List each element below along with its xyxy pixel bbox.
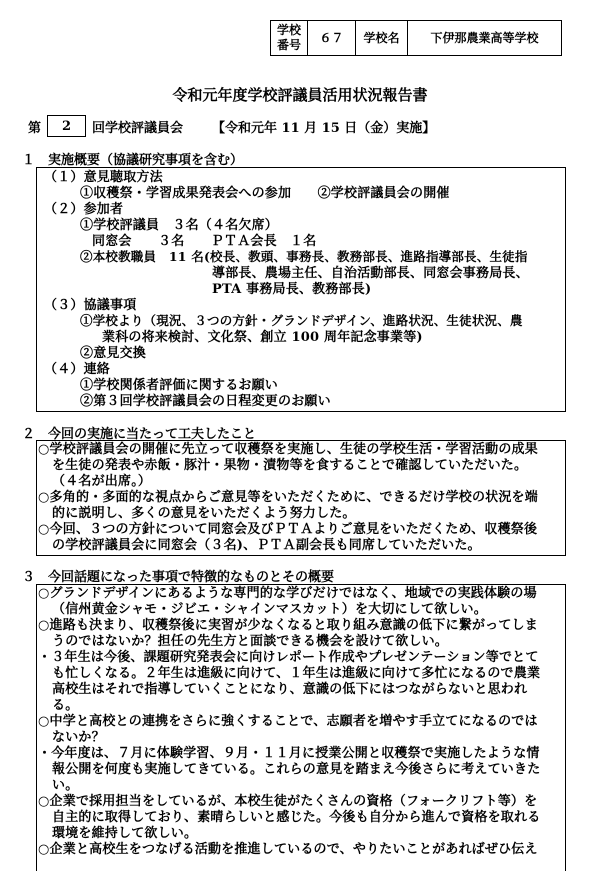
s1-line: ①学校評議員 ３名（４名欠席） [80, 218, 279, 233]
s3-line: い。 [52, 778, 79, 793]
s3-line: うのではないか？担任の先生方と面談できる機会を設けて欲しい。 [52, 634, 449, 649]
s3-line: ○中学と高校との連携をさらに強くすることで、志願者を増やす手立てになるのでは [38, 714, 538, 729]
school-no-label-line2: 番号 [276, 38, 301, 52]
s3-line: 報公開を何度も実施してきている。これらの意見を踏まえ今後さらに考えていきた [52, 762, 541, 777]
s2-line: ○多角的・多面的な視点からご意見等をいただくために、できるだけ学校の状況を端 [38, 490, 538, 505]
s3-line: 環境を維持して欲しい。 [52, 826, 198, 841]
page-title: 令和元年度学校評議員活用状況報告書 [172, 86, 428, 104]
s1-line: 同窓会 ３名 ＰＴＡ会長 １名 [92, 234, 317, 249]
s1-line: ①学校より（現況、３つの方針・グランドデザイン、進路状況、生徒状況、農 [80, 313, 523, 328]
s3-line: も忙しくなる。２年生は進級に向けて、１年生は進級に向けて多忙になるので農業 [52, 666, 541, 681]
meeting-number: 2 [61, 118, 72, 134]
s3-line: ○グランドデザインにあるような専門的な学びだけではなく、地域での実践体験の場 [38, 586, 537, 601]
s1-line: （４）連絡 [44, 362, 111, 377]
s3-line: 自主的に取得しており、素晴らしいと感じた。今後も自分から進んで資格を取れる [52, 810, 541, 825]
s1-line: （１）意見聴取方法 [44, 170, 163, 185]
meeting-number-box [47, 115, 86, 137]
school-no-label [270, 20, 308, 56]
s2-line: （４名が出席。） [52, 474, 152, 489]
school-name-value: 下伊那農業高等学校 [407, 20, 562, 56]
s1-line: （３）協議事項 [44, 298, 137, 313]
s3-line: （信州黄金シャモ・ジビエ・シャインマスカット）を大切にして欲しい。 [52, 602, 487, 617]
s1-line: ②第３回学校評議員会の日程変更のお願い [80, 394, 331, 409]
school-no-value: ６７ [307, 20, 356, 56]
s3-line: ○企業で採用担当をしているが、本校生徒がたくさんの資格（フォークリフト等）を [38, 794, 538, 809]
meeting-date: 【令和元年 11 月 15 日（金）実施】 [212, 121, 436, 136]
s2-line: の学校評議員会に同窓会（３名)、ＰＴＡ副会長も同席していただいた。 [52, 538, 481, 553]
s3-line: ・３年生は今後、課題研究発表会に向けレポート作成やプレゼンテーション等でとて [38, 650, 539, 665]
section2-heading: ２ 今回の実施に当たって工夫したこと [22, 427, 257, 442]
s3-line: る。 [52, 698, 79, 713]
s3-line: ないか？ [52, 730, 105, 745]
s1-line: （２）参加者 [44, 202, 124, 217]
s1-line: ①学校関係者評価に関するお願い [80, 378, 279, 393]
s2-line: 的に説明し、多くの意見をいただくよう努力した。 [52, 506, 356, 521]
s3-line: ・今年度は、７月に体験学習、９月・１１月に授業公開と収穫祭で実施したような情 [38, 746, 540, 761]
s2-line: を生徒の発表や赤飯・豚汁・果物・漬物等を食することで確認していただいた。 [52, 458, 528, 473]
meeting-prefix: 第 [28, 121, 42, 136]
s1-line: ①収穫祭・学習成果発表会への参加 ②学校評議員会の開催 [80, 186, 450, 201]
meeting-suffix: 回学校評議員会 [92, 121, 184, 136]
school-no-label-line1: 学校 [276, 23, 301, 37]
s1-line: 導部長、農場主任、自治活動部長、同窓会事務局長、 [212, 266, 529, 281]
section1-heading: １ 実施概要（協議研究事項を含む） [22, 153, 244, 168]
s3-line: ○進路も決まり、収穫祭後に実習が少なくなると取り組み意識の低下に繋がってしま [38, 618, 538, 633]
s1-line: ②意見交換 [80, 346, 147, 361]
s2-line: ○今回、３つの方針について同窓会及びＰＴＡよりご意見をいただくため、収穫祭後 [38, 522, 538, 537]
s1-line: ②本校教職員 11 名(校長、教頭、事務長、教務部長、進路指導部長、生徒指 [80, 249, 528, 264]
s1-line: 業科の将来検討、文化祭、創立 100 周年記念事業等) [102, 330, 423, 345]
s2-line: ○学校評議員会の開催に先立って収穫祭を実施し、生徒の学校生活・学習活動の成果 [38, 442, 538, 457]
s3-line: 高校生はそれで指導していくことになり、意識の低下にはつながらないと思われ [52, 682, 528, 697]
s1-line: PTA 事務局長、教務部長) [212, 282, 372, 297]
school-name-label: 学校名 [355, 20, 408, 56]
section3-heading: ３ 今回話題になった事項で特徴的なものとその概要 [22, 570, 335, 585]
s3-line: ○企業と高校生をつなげる活動を推進しているので、やりたいことがあればぜひ伝え [38, 842, 538, 857]
